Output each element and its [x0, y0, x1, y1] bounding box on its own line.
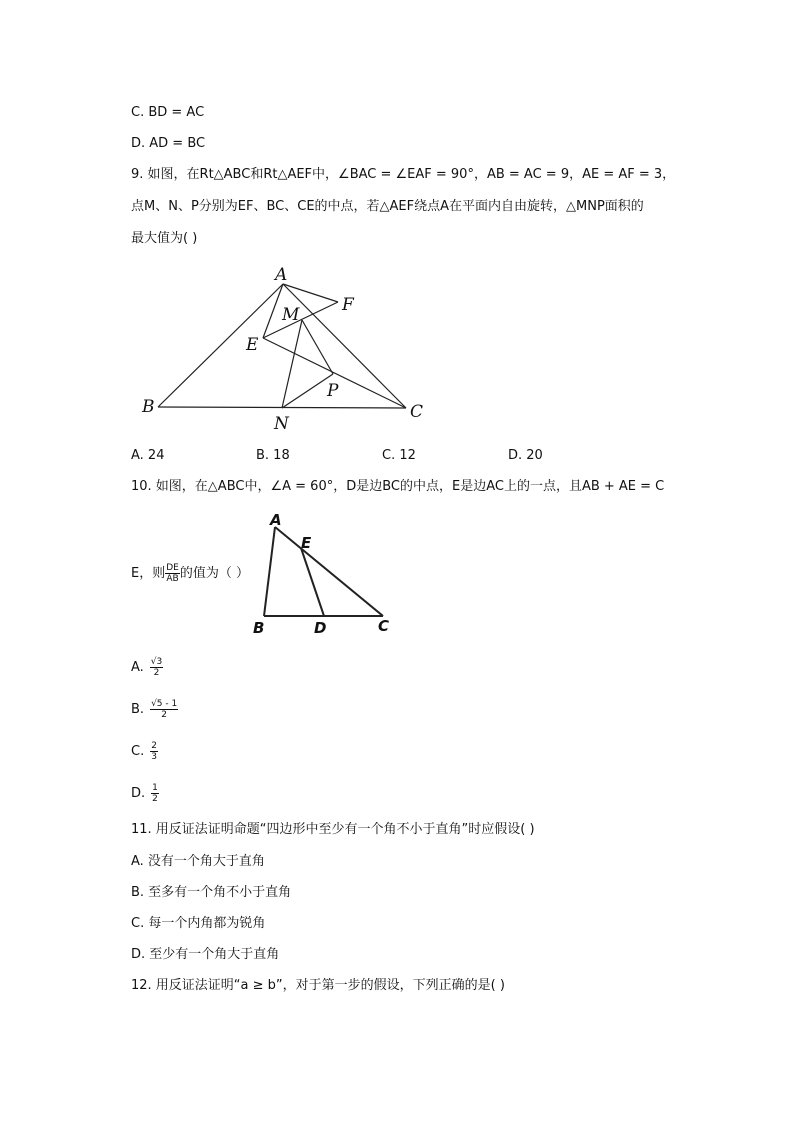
q10-line2-pre: E，则 [131, 566, 166, 581]
option-fraction [150, 699, 178, 720]
q9-label-m: M [282, 305, 300, 325]
q10-option-d [131, 783, 159, 804]
option-fraction [151, 783, 159, 804]
q10-label-c: C [378, 617, 390, 635]
q9-figure [130, 262, 430, 437]
q10-fraction-de-ab [165, 563, 180, 584]
q9-option-a: A. 24 [131, 448, 165, 463]
q9-stem-line2: 点M、N、P分别为EF、BC、CE的中点，若△AEF绕点A在平面内自由旋转，△MNP面积的 [131, 199, 644, 214]
option-label: D. [131, 786, 146, 801]
fraction-denominator: AB [166, 574, 179, 584]
q8-option-c: C. BD = AC [131, 105, 205, 120]
q9-label-c: C [410, 402, 424, 422]
fraction-denominator: 2 [152, 794, 158, 804]
option-label: B. [131, 702, 145, 717]
q11-option-a: A. 没有一个角大于直角 [131, 854, 265, 869]
q11-option-b: B. 至多有一个角不小于直角 [131, 885, 292, 900]
q11-option-c: C. 每一个内角都为锐角 [131, 916, 266, 931]
q8-option-d: D. AD = BC [131, 136, 206, 151]
q11-stem: 11. 用反证法证明命题“四边形中至少有一个角不小于直角”时应假设( ) [131, 822, 535, 837]
q10-label-a: A [270, 511, 282, 529]
q9-label-p: P [327, 381, 339, 401]
q10-option-c [131, 741, 158, 762]
option-label: A. [131, 660, 144, 675]
q10-label-d: D [314, 619, 327, 637]
q9-stem-line1: 9. 如图，在Rt△ABC和Rt△AEF中，∠BAC = ∠EAF = 90°，AB = AC = 9，AE = AF = 3， [131, 167, 676, 182]
fraction-denominator: 2 [153, 668, 160, 678]
q10-figure [250, 510, 400, 640]
fraction-denominator: 2 [161, 710, 167, 720]
q10-line2-post: 的值为（ ） [179, 566, 249, 581]
q10-stem-line1: 10. 如图，在△ABC中，∠A = 60°，D是边BC的中点，E是边AC上的一点，且AB + AE = C [131, 479, 665, 494]
q12-stem: 12. 用反证法证明“a ≥ b”，对于第一步的假设，下列正确的是( ) [131, 978, 505, 993]
q9-label-n: N [274, 414, 289, 434]
q11-option-d: D. 至少有一个角大于直角 [131, 947, 280, 962]
q9-label-e: E [246, 335, 259, 355]
q10-label-e: E [301, 534, 312, 552]
option-label: C. [131, 744, 145, 759]
option-fraction [150, 657, 163, 678]
fraction-numerator: 1 [152, 783, 158, 793]
q10-option-a [131, 657, 163, 678]
fraction-numerator: √3 [150, 657, 163, 667]
q9-stem-line3: 最大值为( ) [131, 231, 198, 246]
q9-label-f: F [342, 295, 354, 315]
q10-option-b [131, 699, 178, 720]
fraction-numerator: DE [166, 563, 179, 573]
q10-label-b: B [253, 619, 265, 637]
fraction-denominator: 3 [151, 752, 157, 762]
q9-option-c: C. 12 [382, 448, 416, 463]
q9-option-d: D. 20 [508, 448, 543, 463]
q9-label-b: B [142, 397, 155, 417]
q10-stem-line2 [131, 563, 249, 584]
q9-option-b: B. 18 [256, 448, 290, 463]
q9-label-a: A [275, 265, 288, 285]
fraction-numerator: 2 [151, 741, 157, 751]
fraction-numerator: √5 - 1 [151, 699, 178, 709]
option-fraction [150, 741, 158, 762]
